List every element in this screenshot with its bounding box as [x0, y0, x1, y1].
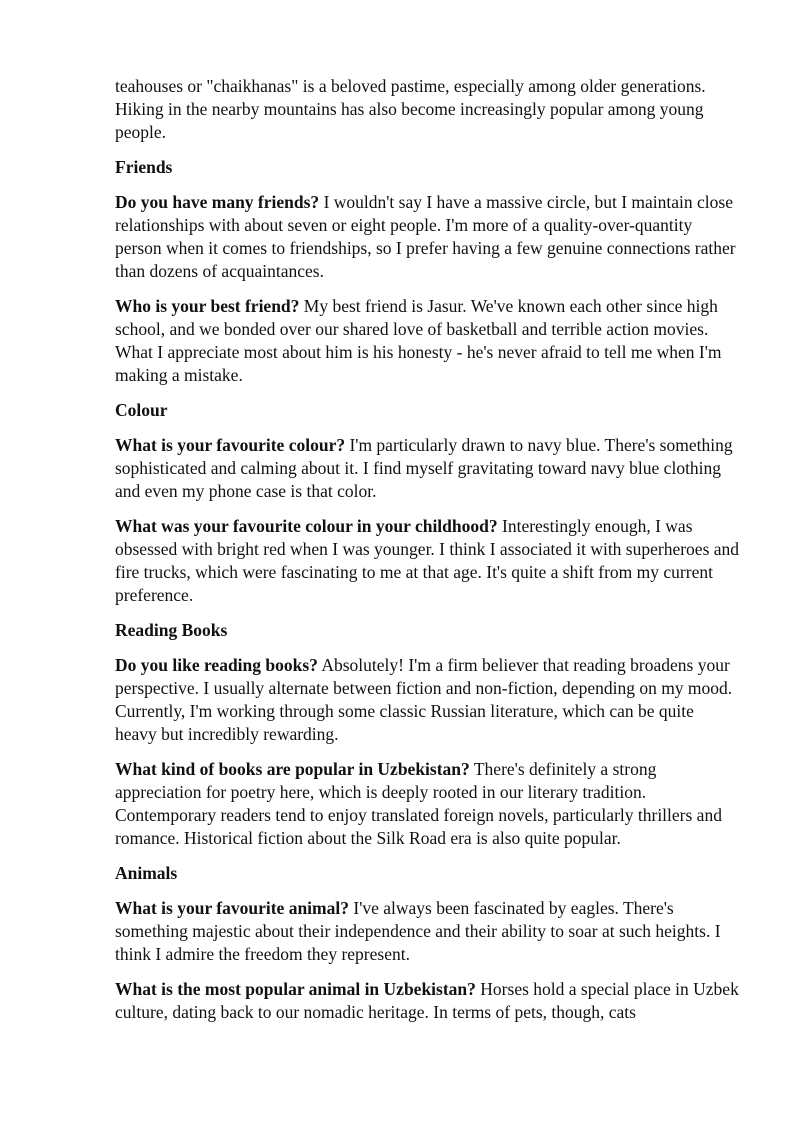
section-heading-animals: Animals [115, 863, 178, 883]
qa-paragraph [115, 295, 740, 387]
qa-paragraph [115, 434, 740, 503]
answer-text: My best friend is Jasur. We've known each other since high school, and we bonded over our shared love of basketball and terrible action movies. What I appreciate most about him is his honesty - he's never afraid to tell me when I'm making a mistake. [115, 296, 722, 385]
answer-text: I wouldn't say I have a massive circle, but I maintain close relationships with about seven or eight people. I'm more of a quality-over-quantity person when it comes to friendships, so I prefer having a few genuine connections rather than dozens of acquaintances. [115, 192, 736, 281]
question-text: What is your favourite colour? [115, 435, 346, 455]
question-text: What was your favourite colour in your childhood? [115, 516, 498, 536]
question-text: What kind of books are popular in Uzbekistan? [115, 759, 470, 779]
qa-paragraph [115, 654, 740, 746]
answer-text: I'm particularly drawn to navy blue. There's something sophisticated and calming about it. I find myself gravitating toward navy blue clothing and even my phone case is that color. [115, 435, 733, 501]
answer-text: I've always been fascinated by eagles. There's something majestic about their independence and their ability to soar at such heights. I think I admire the freedom they represent. [115, 898, 721, 964]
qa-paragraph [115, 758, 740, 850]
question-text: Who is your best friend? [115, 296, 300, 316]
question-text: Do you have many friends? [115, 192, 320, 212]
answer-text: Interestingly enough, I was obsessed with bright red when I was younger. I think I associated it with superheroes and fire trucks, which were fascinating to me at that age. It's quite a shift from my current preference. [115, 516, 740, 605]
qa-paragraph [115, 191, 740, 283]
qa-paragraph [115, 515, 740, 607]
answer-text: Absolutely! I'm a firm believer that reading broadens your perspective. I usually alternate between fiction and non-fiction, depending on my mood. Currently, I'm working through some classic Russian literature, which can be quite heavy but incredibly rewarding. [115, 655, 733, 744]
question-text: Do you like reading books? [115, 655, 318, 675]
answer-text: There's definitely a strong appreciation for poetry here, which is deeply rooted in our literary tradition. Contemporary readers tend to enjoy translated foreign novels, particularly thrillers and romance. Historical fiction about the Silk Road era is also quite popular. [115, 759, 722, 848]
section-heading-reading-books: Reading Books [115, 620, 228, 640]
section-heading-friends: Friends [115, 157, 173, 177]
answer-text: Horses hold a special place in Uzbek culture, dating back to our nomadic heritage. In terms of pets, though, cats [115, 979, 739, 1022]
question-text: What is the most popular animal in Uzbekistan? [115, 979, 476, 999]
question-text: What is your favourite animal? [115, 898, 349, 918]
section-heading-colour: Colour [115, 400, 168, 420]
intro-paragraph: teahouses or "chaikhanas" is a beloved pastime, especially among older generations. Hiking in the nearby mountains has also become increasingly popular among young people. [115, 76, 706, 142]
qa-paragraph [115, 897, 740, 966]
qa-paragraph [115, 978, 740, 1024]
document-body [115, 75, 740, 1036]
